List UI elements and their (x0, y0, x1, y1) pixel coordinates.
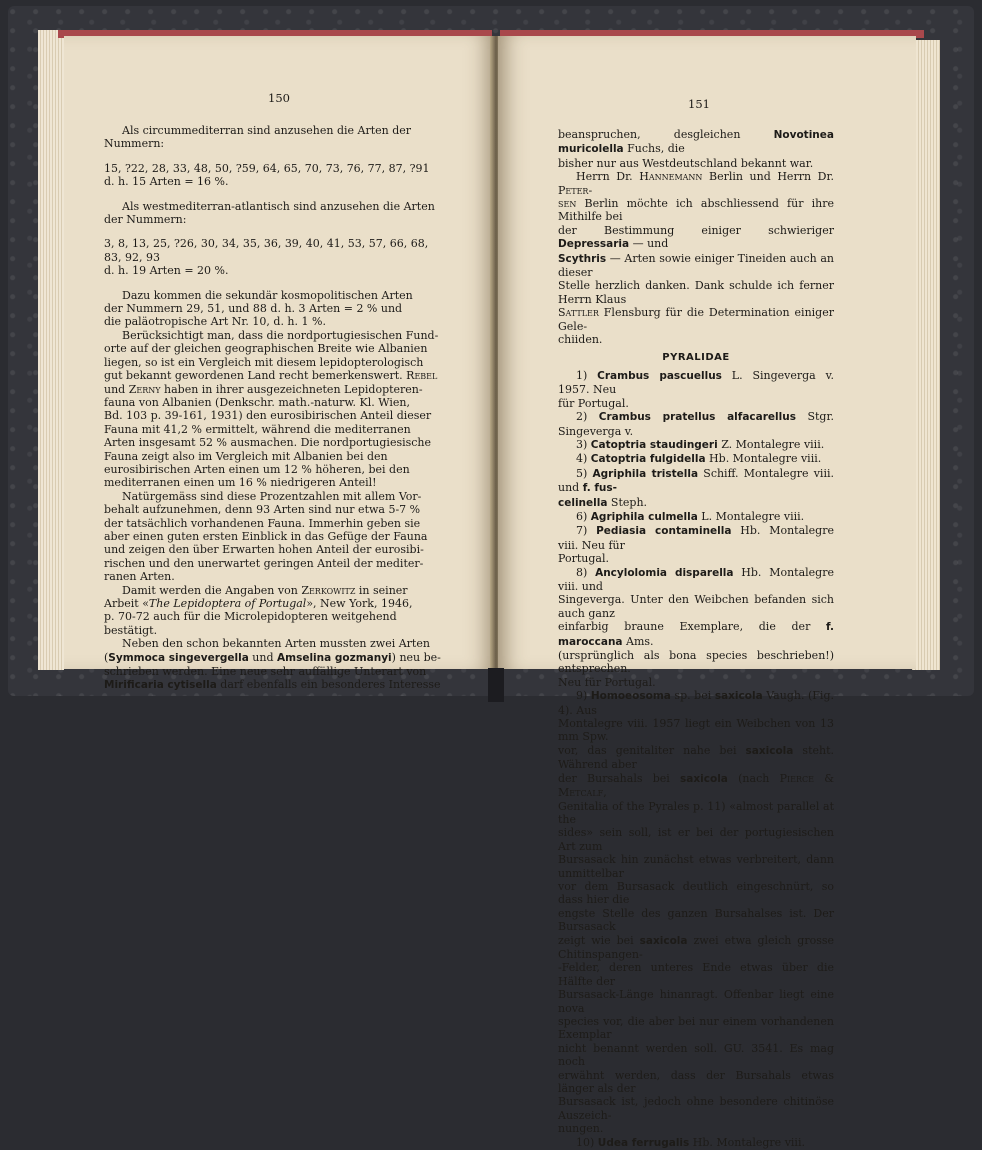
text-run: steht. Während aber (558, 743, 834, 772)
text-line (104, 175, 444, 188)
text-run: Steph. (607, 495, 648, 509)
taxon-name: Homoeosoma (590, 690, 671, 703)
text-run: Sattler (558, 306, 599, 320)
text-line (558, 1136, 834, 1150)
page-number: 150 (268, 91, 290, 105)
text-run: bestätigt. (104, 623, 158, 637)
text-run: 5) (576, 466, 593, 480)
taxon-name: Symmoca singevergella (108, 651, 249, 664)
text-run: Hb. Montalegre viii. (689, 1135, 805, 1149)
text-line (558, 452, 834, 466)
text-run: 2) (576, 410, 599, 424)
text-run: in seiner (355, 583, 408, 597)
text-line (104, 490, 444, 503)
right-text-bottom (558, 369, 834, 1150)
text-run: Arten insgesamt 52 % ausmachen. Die nordportugiesische (104, 436, 432, 450)
text-run: Vaugh. (Fig. 4). Aus (558, 689, 834, 717)
text-line (104, 557, 444, 570)
taxon-name: saxicola (680, 772, 728, 785)
text-run: liegen, so ist ein Vergleich mit diesem lepidopterologisch (104, 355, 424, 369)
text-run: d. h. 19 Arten = 20 %. (104, 264, 229, 278)
text-run: d. h. 15 Arten = 16 %. (104, 175, 229, 189)
text-line (558, 988, 834, 1015)
text-run: gut bekannt gewordenen Land recht bemerkenswert. (104, 369, 407, 383)
text-line (104, 329, 444, 342)
text-line (104, 200, 444, 213)
text-run: nicht benannt werden soll. GU. 3541. Es mag noch (558, 1041, 834, 1069)
text-line (558, 880, 834, 907)
text-run: 7) (576, 524, 597, 538)
text-run: Hb. Montalegre viii. und (558, 565, 834, 593)
text-line (558, 496, 834, 510)
text-run: Berlin möchte ich abschliessend für ihre Mithilfe bei (558, 197, 834, 224)
text-line (558, 524, 834, 552)
text-line (558, 676, 834, 689)
text-line (558, 826, 834, 853)
book-spine (488, 668, 504, 702)
text-line (104, 624, 444, 637)
text-line (104, 543, 444, 556)
text-line (558, 620, 834, 649)
text-line (558, 934, 834, 962)
text-run: beanspruchen, desgleichen (558, 128, 774, 141)
text-run: Fauna mit 41,2 % ermittelt, während die mediterranen (104, 422, 411, 436)
text-line (558, 772, 834, 800)
text-line (558, 649, 834, 676)
paragraph-gap (104, 278, 444, 289)
text-run: L. Singeverga v. 1957. Neu (558, 368, 835, 397)
text-run: Berücksichtigt man, dass die nordportugiesischen Fund- (122, 328, 439, 342)
text-run: Z. Montalegre viii. (717, 437, 825, 451)
taxon-name: Pediasia contaminella (596, 525, 732, 538)
text-run: Zerny (128, 382, 161, 396)
section-heading: PYRALIDAE (662, 351, 730, 363)
text-run: — Arten sowie einiger Tineiden auch an dieser (558, 251, 834, 280)
paragraph-gap (104, 151, 444, 162)
right-text-top (558, 128, 834, 347)
text-line (558, 566, 834, 594)
right-page (498, 36, 916, 1149)
text-run: 9) (576, 689, 591, 703)
text-run: Bursasack hin zunächst etwas verbreitert, dann unmittelbar (558, 853, 834, 880)
page-edges-left (38, 30, 64, 670)
text-run: Hannemann (639, 170, 703, 184)
text-run: Bd. 103 p. 39-161, 1931) den eurosibirischen Anteil dieser (104, 409, 432, 423)
text-line (104, 409, 444, 422)
text-run: », New York, 1946, (306, 597, 413, 610)
page-number: 151 (688, 97, 710, 111)
text-run: 1) (576, 368, 598, 382)
text-run: The Lepidoptera of Portugal (148, 597, 307, 610)
text-line (104, 342, 444, 355)
text-run: vor dem Bursasack deutlich eingeschnürt, so dass hier die (558, 879, 834, 907)
text-line (558, 593, 834, 620)
text-line (104, 651, 444, 665)
text-line (558, 369, 834, 397)
taxon-name: celinella (558, 496, 608, 509)
text-run: Metcalf, (558, 786, 607, 800)
text-line (104, 665, 444, 678)
text-run: Neu für Portugal. (558, 675, 656, 689)
text-line (104, 369, 444, 382)
text-line (558, 800, 834, 827)
text-run: Berlin und Herrn Dr. (702, 170, 834, 184)
text-run: (nach (727, 771, 780, 785)
text-run: sides» sein soll, ist er bei der portugiesischen Art zum (558, 826, 834, 853)
taxon-name: Scythris (558, 252, 607, 265)
text-run: mediterranen einen um 16 % niedrigeren Anteil! (104, 476, 377, 490)
text-line (104, 213, 444, 226)
text-line (104, 584, 444, 597)
text-run: ) neu be- (391, 650, 441, 664)
text-run: Fuchs, die (623, 142, 685, 156)
text-line (558, 1122, 834, 1135)
text-run: Portugal. (558, 552, 609, 566)
text-line (558, 552, 834, 565)
text-run: und (104, 382, 129, 396)
text-run: Nummern: (104, 137, 165, 151)
text-line (104, 463, 444, 476)
text-line (558, 1069, 834, 1096)
text-run: 6) (576, 509, 591, 523)
text-line (558, 853, 834, 880)
taxon-name: f. maroccana (558, 621, 834, 648)
text-line (104, 356, 444, 369)
text-run: zwei etwa gleich grosse Chitinspangen- (558, 933, 834, 961)
text-line (104, 383, 444, 396)
text-line (104, 315, 444, 328)
text-line (104, 264, 444, 277)
text-line (104, 289, 444, 302)
text-run: aber einen guten ersten Einblick in das Gefüge der Fauna (104, 529, 428, 543)
text-line (558, 279, 834, 306)
text-line (104, 678, 444, 692)
text-run: ranen Arten. (104, 570, 175, 584)
text-line (104, 237, 444, 250)
text-run: — und (629, 237, 669, 251)
text-line (558, 397, 834, 410)
text-run: für Portugal. (558, 396, 629, 410)
paragraph-gap (104, 226, 444, 237)
text-run: 10) (576, 1135, 598, 1149)
text-run: chiiden. (558, 333, 603, 347)
text-run: sen (558, 197, 577, 211)
text-run: Bursasack-Länge hinanragt. Offenbar liegt eine nova (558, 988, 834, 1015)
text-line (558, 1095, 834, 1122)
text-line (104, 162, 444, 175)
text-run: Stgr. Singeverga v. (558, 410, 834, 438)
text-run: erwähnt werden, dass der Bursahals etwas länger als der (558, 1068, 834, 1096)
text-run: Hb. Montalegre viii. Neu für (558, 524, 834, 552)
text-line (558, 744, 834, 772)
taxon-name: Agriphila tristella (592, 467, 699, 480)
text-run: Pierce (779, 771, 814, 785)
text-line (104, 570, 444, 583)
paragraph-gap (104, 189, 444, 200)
text-run: 8) (576, 565, 596, 579)
text-run: engste Stelle des ganzen Bursahalses ist. Der Bursasack (558, 906, 834, 934)
text-run: Natürgemäss sind diese Prozentzahlen mit allem Vor- (122, 489, 422, 503)
text-line (558, 1042, 834, 1069)
text-run: zeigt wie bei (558, 933, 640, 947)
text-run: Dazu kommen die sekundär kosmopolitischen Arten (122, 288, 413, 302)
text-line (104, 503, 444, 516)
text-line (558, 961, 834, 988)
taxon-name: Depressaria (558, 238, 630, 251)
text-run: schrieben werden. Eine neue sehr auffällige Unterart von (104, 665, 427, 679)
text-run: bisher nur aus Westdeutschland bekannt war. (558, 156, 814, 170)
text-run: eurosibirischen Arten einen um 12 % höheren, bei den (104, 462, 410, 476)
text-line (558, 907, 834, 934)
taxon-name: Agriphila culmella (590, 510, 698, 523)
text-line (104, 476, 444, 489)
text-line (558, 1015, 834, 1042)
text-run: Rebel (406, 369, 438, 383)
text-line (558, 170, 834, 197)
text-line (104, 396, 444, 409)
left-page-text (104, 124, 444, 693)
text-run: behalt aufzunehmen, denn 93 Arten sind nur etwa 5-7 % (104, 503, 421, 517)
text-run: Als westmediterran-atlantisch sind anzusehen die Arten (122, 199, 435, 213)
taxon-name: Catoptria fulgidella (590, 453, 706, 466)
left-page (64, 36, 494, 692)
taxon-name: Mirificaria cytisella (104, 679, 217, 692)
text-line (558, 252, 834, 280)
text-run: rischen und den unerwartet geringen Anteil der mediter- (104, 556, 424, 570)
text-run: Stelle herzlich danken. Dank schulde ich ferner Herrn Klaus (558, 279, 834, 306)
text-run: Bursasack ist, jedoch ohne besondere chitinöse Auszeich- (558, 1095, 834, 1122)
text-run: (ursprünglich als bona species beschrieben!) entsprechen. (558, 649, 834, 676)
text-run: der Nummern: (104, 213, 187, 227)
text-line (104, 251, 444, 264)
taxon-name: Crambus pascuellus (597, 369, 722, 382)
text-run: Zerkowitz (301, 583, 356, 597)
text-run: species vor, die aber bei nur einem vorhandenen Exemplar (558, 1015, 834, 1042)
text-run: 15, ?22, 28, 33, 48, 50, ?59, 64, 65, 70, 73, 76, 77, 87, ?91 (104, 161, 430, 175)
text-run: L. Montalegre viii. (697, 509, 805, 523)
text-run: haben in ihrer ausgezeichneten Lepidopteren- (160, 382, 423, 396)
text-run: der tatsächlich vorhandenen Fauna. Immerhin geben sie (104, 516, 421, 530)
taxon-name: saxicola (639, 934, 688, 947)
text-run: Neben den schon bekannten Arten mussten zwei Arten (122, 637, 430, 651)
text-line (558, 128, 834, 157)
text-run: Hb. Montalegre viii. (705, 452, 822, 466)
taxon-name: Amselina gozmanyi (277, 651, 392, 664)
text-run: fauna von Albanien (Denkschr. math.-naturw. Kl. Wien, (104, 395, 410, 409)
text-line (558, 717, 834, 744)
text-line (558, 467, 834, 496)
text-line (104, 637, 444, 650)
text-line (558, 157, 834, 170)
text-run: und (248, 650, 278, 664)
text-line (558, 438, 834, 452)
text-line (558, 197, 834, 224)
taxon-name: saxicola (714, 690, 763, 703)
text-line (558, 689, 834, 717)
text-run: vor, das genitaliter nahe bei (558, 743, 746, 757)
taxon-name: Crambus pratellus alfacarellus (598, 411, 796, 424)
text-run: der Nummern 29, 51, und 88 d. h. 3 Arten = 2 % und (104, 302, 403, 316)
text-run: Ams. (622, 634, 654, 648)
text-run: ( (104, 650, 109, 664)
text-line (104, 423, 444, 436)
text-run: Peter- (558, 183, 593, 197)
text-run: p. 70-72 auch für die Microlepidopteren weitgehend (104, 610, 397, 624)
text-line (104, 610, 444, 623)
text-run: Arbeit « (104, 597, 149, 610)
text-line (104, 530, 444, 543)
text-line (104, 124, 444, 137)
text-run: sp. bei (670, 689, 715, 703)
text-run: 3) (576, 437, 591, 451)
page-edges-right (912, 40, 940, 670)
text-line (558, 510, 834, 524)
text-run: Fauna zeigt also im Vergleich mit Albanien bei den (104, 449, 388, 463)
text-run: orte auf der gleichen geographischen Breite wie Albanien (104, 342, 428, 356)
text-run: Als circummediterran sind anzusehen die Arten der (122, 124, 412, 137)
text-line (558, 224, 834, 252)
text-line (104, 137, 444, 150)
taxon-name: Catoptria staudingeri (590, 438, 718, 451)
text-line (558, 410, 834, 438)
taxon-name: Udea ferrugalis (597, 1136, 690, 1149)
text-run: die paläotropische Art Nr. 10, d. h. 1 %. (104, 315, 326, 329)
text-line (104, 517, 444, 530)
text-run: Flensburg für die Determination einiger Gele- (558, 306, 834, 333)
right-page-text (558, 128, 834, 1150)
text-line (104, 450, 444, 463)
text-run: der Bestimmung einiger schwieriger (558, 223, 834, 237)
text-run: darf ebenfalls ein besonderes Interesse (216, 678, 441, 692)
taxon-name: Novotinea muricolella (558, 129, 834, 156)
text-run: 83, 92, 93 (104, 250, 160, 264)
text-run: & (813, 771, 834, 785)
taxon-name: f. fus- (582, 482, 618, 495)
taxon-name: saxicola (745, 744, 794, 757)
text-line (104, 597, 444, 610)
text-line (558, 333, 834, 346)
text-run: 3, 8, 13, 25, ?26, 30, 34, 35, 36, 39, 40, 41, 53, 57, 66, 68, (104, 237, 429, 251)
text-run: Montalegre viii. 1957 liegt ein Weibchen von 13 mm Spw. (558, 717, 834, 744)
text-line (104, 302, 444, 315)
text-run: und zeigen den über Erwarten hohen Anteil der eurosibi- (104, 543, 424, 557)
taxon-name: Ancylolomia disparella (595, 566, 734, 579)
text-run: Genitalia of the Pyrales p. 11) «almost parallel at the (558, 799, 834, 826)
text-run: der Bursahals bei (558, 771, 681, 785)
text-run: Schiff. Montalegre viii. und (558, 466, 834, 495)
text-run: nungen. (558, 1122, 604, 1136)
text-run: Herrn Dr. (576, 170, 640, 184)
text-run: Singeverga. Unter den Weibchen befanden sich auch ganz (558, 593, 834, 620)
text-run: 4) (576, 452, 591, 466)
text-run: einfarbig braune Exemplare, die der (558, 620, 827, 634)
text-line (104, 436, 444, 449)
text-run: -Felder, deren unteres Ende etwas über die Hälfte der (558, 961, 834, 988)
text-run: Damit werden die Angaben von (122, 583, 302, 597)
text-line (558, 306, 834, 333)
